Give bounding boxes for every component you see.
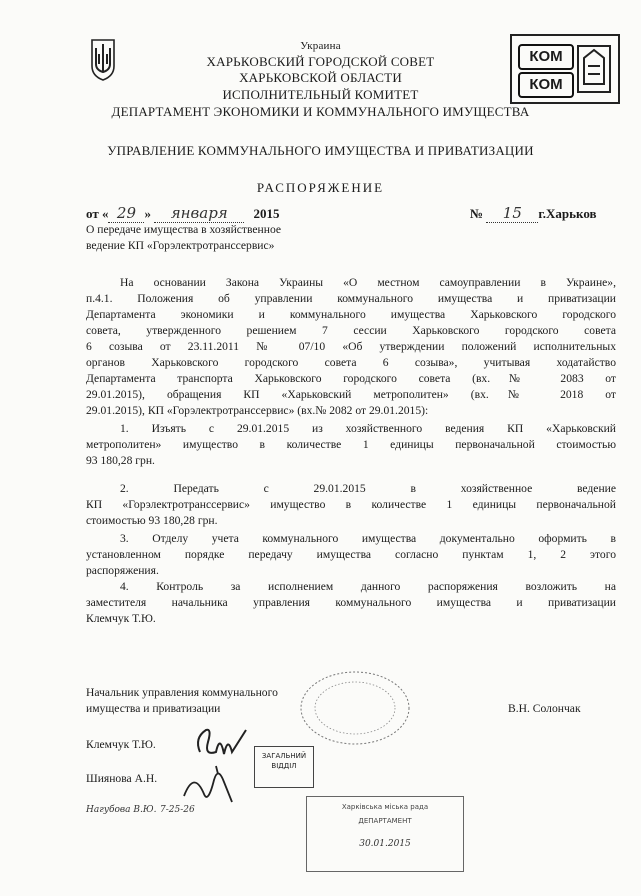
document-number: 15 (486, 204, 538, 223)
registration-logo (510, 34, 620, 104)
number-line (470, 204, 597, 223)
executor-name: Нагубова В.Ю. (86, 805, 157, 815)
stamp-date: 30.01.2015 (359, 839, 411, 849)
date-year: 2015 (253, 206, 280, 221)
intro-line: Департамента транспорта Харьковского городского совета (вх.№ 2083 от (86, 372, 616, 385)
item-3-line: распоряжения. (86, 564, 159, 577)
executor-phone: 7-25-26 (160, 805, 195, 815)
logo-text-1: КОМ (518, 44, 574, 70)
intro-line: 29.01.2015), КП «Горэлектротранссервис» (вх.№ 2082 от 29.01.2015): (86, 404, 429, 417)
signature-shiyanova (178, 760, 244, 810)
head-title-line-2: имущества и приватизации (86, 702, 221, 715)
date-prefix: от « (86, 206, 109, 221)
official-seal-icon (296, 668, 414, 748)
council-name: ХАРЬКОВСКИЙ ГОРОДСКОЙ СОВЕТ (206, 54, 435, 69)
item-3-line: установленном порядке передачу имущества согласно пунктам 1, 2 этого (86, 548, 616, 561)
date-month: января (154, 204, 244, 223)
approver-1: Клемчук Т.Ю. (86, 738, 156, 751)
item-2-line: 2. Передать с 29.01.2015 в хозяйственное ведение (120, 482, 616, 495)
item-4-line: заместителя начальника управления коммунального имущества и приватизации (86, 596, 616, 609)
document-type: РАСПОРЯЖЕНИЕ (256, 180, 385, 195)
subject-line-2: ведение КП «Горэлектротранссервис» (86, 239, 275, 252)
stamp-line: ЗАГАЛЬНИЙ (261, 752, 307, 760)
intro-line: п.4.1. Положения об управлении коммунального имущества и приватизации (86, 292, 616, 305)
approver-2: Шиянова А.Н. (86, 772, 158, 785)
region-name: ХАРЬКОВСКОЙ ОБЛАСТИ (239, 70, 402, 85)
logo-emblem-icon (576, 44, 612, 94)
intro-line: совета, утвержденного решением 7 сессии Харьковского городского совета (86, 324, 616, 337)
date-mid: » (144, 206, 155, 221)
head-name: В.Н. Солончак (508, 702, 581, 715)
committee-name: ИСПОЛНИТЕЛЬНЫЙ КОМИТЕТ (222, 87, 419, 102)
date-day: 29 (108, 204, 144, 223)
item-2-line: стоимостью 93 180,28 грн. (86, 514, 218, 527)
item-4-line: 4. Контроль за исполнением данного распоряжения возложить на (120, 580, 616, 593)
signature-klemchuk (190, 722, 250, 764)
intro-line: Департамента экономики и коммунального имущества Харьковского городского (86, 308, 616, 321)
city-name: г.Харьков (538, 206, 597, 221)
subject-line-1: О передаче имущества в хозяйственное (86, 223, 282, 236)
head-title-line-1: Начальник управления коммунального (86, 686, 278, 699)
item-1-line: 1. Изъять с 29.01.2015 из хозяйственного ведения КП «Харьковский (120, 422, 616, 435)
department-stamp (254, 746, 314, 788)
stamp-line: ДЕПАРТАМЕНТ (358, 817, 412, 825)
stamp-line: ВІДДІЛ (271, 762, 297, 770)
directorate-name: УПРАВЛЕНИЕ КОММУНАЛЬНОГО ИМУЩЕСТВА И ПРИВАТИЗАЦИИ (107, 143, 534, 158)
intro-line: 6 созыва от 23.11.2011 № 07/10 «Об утверждении положений исполнительных (86, 340, 616, 353)
document-body (86, 275, 616, 627)
item-3-line: 3. Отделу учета коммунального имущества документально оформить в (120, 532, 616, 545)
intro-line: 29.01.2015), обращения КП «Харьковский метрополитен» (вх.№ 2018 от (86, 388, 616, 401)
logo-text-2: КОМ (518, 72, 574, 98)
number-label: № (470, 206, 484, 221)
stamp-line: Харківська міська рада (341, 803, 429, 811)
item-4-line: Клемчук Т.Ю. (86, 612, 156, 625)
department-name: ДЕПАРТАМЕНТ ЭКОНОМИКИ И КОММУНАЛЬНОГО ИМУЩЕСТВА (111, 104, 530, 119)
item-2-line: КП «Горэлектротранссервис» имущество в количестве 1 единицы первоначальной (86, 498, 616, 511)
country-name: Украина (300, 40, 341, 52)
item-1-line: метрополитен» имущество в количестве 1 единицы первоначальной стоимостью (86, 438, 616, 451)
item-1-line: 93 180,28 грн. (86, 454, 155, 467)
registration-stamp (306, 796, 464, 872)
date-line (86, 204, 279, 223)
intro-line: На основании Закона Украины «О местном самоуправлении в Украине», (120, 276, 616, 289)
intro-line: органов Харьковского городского совета 6 созыва», учитывая ходатайство (86, 356, 616, 369)
